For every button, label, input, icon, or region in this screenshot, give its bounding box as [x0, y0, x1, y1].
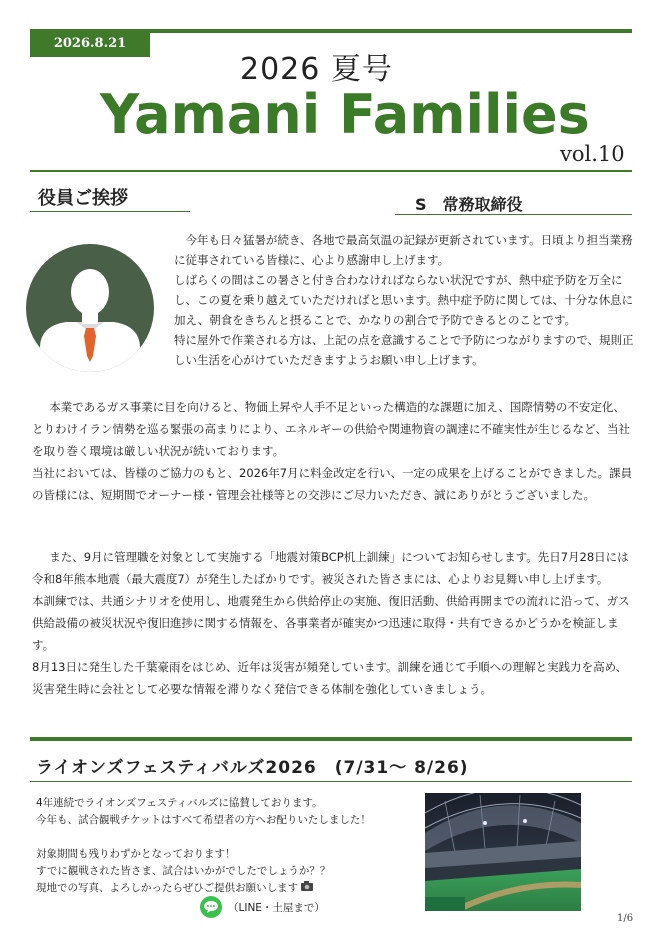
intro-paragraph: 特に屋外で作業される方は、上記の点を意識することで予防につながりますので、規則正しい生活を心がけていただきますようお願い申し上げます。 — [174, 333, 634, 367]
body-paragraph: 本訓練では、共通シナリオを使用し、地震発生から供給停止の実施、復旧活動、供給再開までの流れに沿って、ガス供給設備の被災状況や復旧進捗に関する情報を、各事業者が確実かつ迅速に取得・共有できるかどうかを検証します。 — [32, 594, 630, 652]
lions-line: すでに観戦された皆さま、試合はいかがでしたでしょうか？？ — [36, 865, 331, 877]
signature-rule — [395, 214, 632, 215]
greeting-section-title: 役員ご挨拶 — [38, 188, 128, 209]
lions-line: 4年連続でライオンズフェスティバルズに協賛しております。 — [36, 797, 323, 809]
issue-date: 2026.8.21 — [53, 35, 127, 51]
lions-line: 今年も、試合観戦チケットはすべて希望者の方へお配りいたしました！ — [36, 814, 371, 826]
lions-line: 対象期間も残りわずかとなっております！ — [36, 848, 236, 860]
line-app-icon — [200, 896, 222, 918]
masthead-rule — [30, 170, 632, 172]
intro-paragraph: しばらくの間はこの暑さと付き合わなければならない状況ですが、熱中症予防を万全にし、この夏を乗り越えていただければと思います。熱中症予防に関しては、十分な休息に加え、朝食をきちんと摂ることで、かなりの割合で予防できるとのことです。 — [174, 273, 634, 327]
blank-line — [36, 829, 416, 846]
lions-section-rule — [30, 737, 632, 741]
stadium-photo — [425, 793, 581, 911]
greeting-body-1 — [32, 396, 634, 506]
contact-line — [200, 896, 325, 918]
lions-section-title: ライオンズフェスティバルズ2026 (7/31～ 8/26) — [36, 758, 469, 778]
body-paragraph: また、9月に管理職を対象として実施する「地震対策BCP机上訓練」についてお知らせします。先日7月28日には令和8年熊本地震（最大震度7）が発生したばかりです。被災された皆さまには、心よりお見舞い申し上げます。 — [32, 550, 629, 586]
volume-label: vol.10 — [560, 142, 625, 166]
greeting-body-2 — [32, 546, 634, 700]
body-paragraph: 8月13日に発生した千葉豪雨をはじめ、近年は災害が頻発しています。訓練を通じて手順への理解と実践力を高め、災害発生時に会社として必要な情報を滞りなく発信できる体制を強化していきましょう。 — [32, 660, 628, 696]
body-paragraph: 本業であるガス事業に目を向けると、物価上昇や人手不足といった構造的な課題に加え、国際情勢の不安定化、とりわけイラン情勢を巡る緊張の高まりにより、エネルギーの供給や関連物資の調達に不確実性が生じるなど、当社を取り巻く環境は厳しい状況が続いております。 — [32, 400, 630, 458]
greeting-intro — [174, 230, 639, 370]
issue-label: 2026 夏号 — [240, 52, 393, 87]
lions-text — [36, 795, 416, 897]
lions-line: 現地での写真、よろしかったらぜひご提供お願いします — [36, 882, 299, 894]
intro-paragraph: 今年も日々猛暑が続き、各地で最高気温の記録が更新されています。日頃より担当業務に従事されている皆様に、心より感謝申し上げます。 — [174, 233, 633, 267]
contact-text: （LINE・土屋まで） — [228, 901, 325, 914]
person-silhouette-icon — [26, 244, 154, 372]
camera-icon — [298, 883, 313, 894]
masthead-title: Yamani Families — [100, 83, 590, 146]
greeting-signature: S 常務取締役 — [415, 195, 523, 214]
body-paragraph: 当社においては、皆様のご協力のもと、2026年7月に料金改定を行い、一定の成果を上げることができました。課員の皆様には、短期間でオーナー様・管理会社様等との交渉にご尽力いただき、誠にありがとうございました。 — [32, 466, 633, 502]
issue-date-badge — [30, 29, 150, 57]
page-number: 1/6 — [617, 913, 634, 924]
lions-line-with-camera — [36, 880, 416, 897]
top-rule — [150, 29, 632, 33]
greeting-title-rule — [30, 211, 190, 212]
lions-title-rule — [30, 781, 632, 782]
